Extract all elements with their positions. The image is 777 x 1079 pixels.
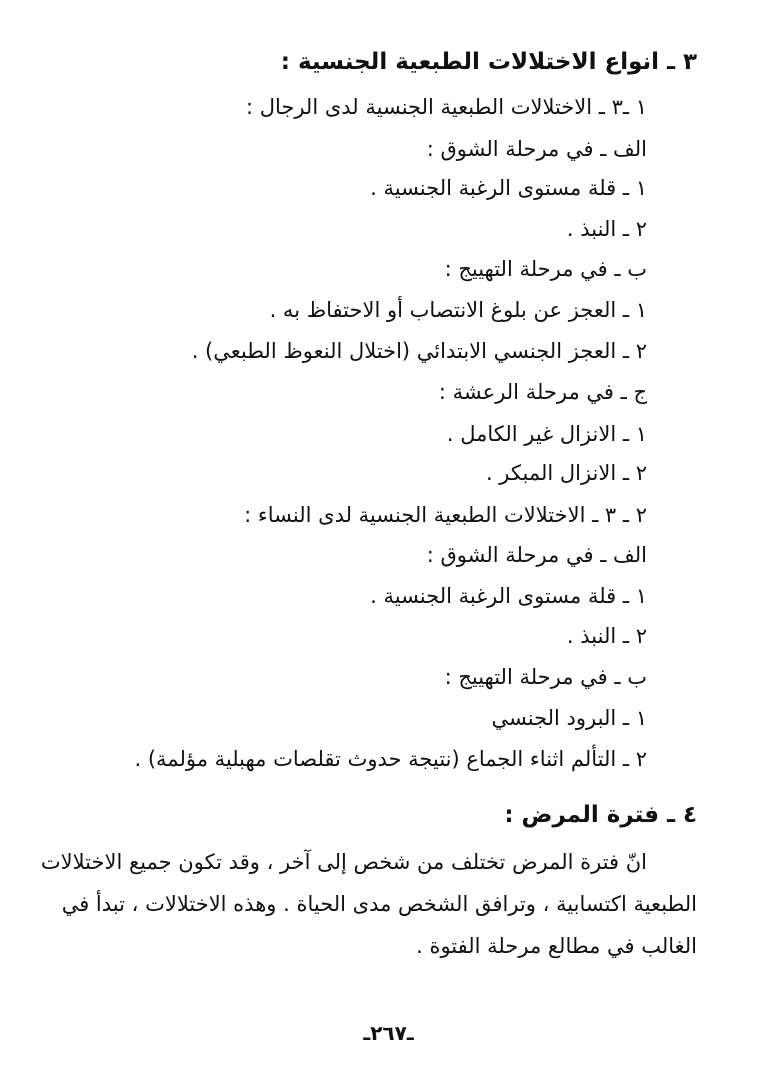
men-subsection-heading: ١ ـ٣ ـ الاختلالات الطبعية الجنسية لدى الرجال : <box>245 95 647 119</box>
page-number: ـ٢٦٧ـ <box>363 1021 414 1045</box>
section-3-heading: ٣ ـ انواع الاختلالات الطبعية الجنسية : <box>280 49 697 75</box>
women-arousal-item-1: ١ ـ البرود الجنسي <box>491 706 647 730</box>
men-orgasm-stage-heading: ج ـ في مرحلة الرعشة : <box>438 380 647 404</box>
men-desire-item-1: ١ ـ قلة مستوى الرغبة الجنسية . <box>370 176 647 200</box>
women-desire-stage-heading: الف ـ في مرحلة الشوق : <box>426 543 647 567</box>
men-orgasm-item-2: ٢ ـ الانزال المبكر . <box>485 461 647 485</box>
women-arousal-item-2: ٢ ـ التألم اثناء الجماع (نتيجة حدوث تقلصات مهبلية مؤلمة) . <box>134 747 647 771</box>
women-arousal-stage-heading: ب ـ في مرحلة التهييج : <box>444 665 647 689</box>
men-arousal-item-1: ١ ـ العجز عن بلوغ الانتصاب أو الاحتفاظ به . <box>269 298 647 322</box>
men-arousal-stage-heading: ب ـ في مرحلة التهييج : <box>444 257 647 281</box>
men-desire-item-2: ٢ ـ النبذ . <box>566 217 647 241</box>
paragraph-line-3: الغالب في مطالع مرحلة الفتوة . <box>416 934 697 958</box>
men-arousal-item-2: ٢ ـ العجز الجنسي الابتدائي (اختلال النعوظ الطبعي) . <box>191 339 647 363</box>
men-orgasm-item-1: ١ ـ الانزال غير الكامل . <box>446 422 647 446</box>
paragraph-line-1: انّ فترة المرض تختلف من شخص إلى آخر ، وقد تكون جميع الاختلالات <box>40 850 647 874</box>
paragraph-line-2: الطبعية اكتسابية ، وترافق الشخص مدى الحياة . وهذه الاختلالات ، تبدأ في <box>61 892 697 916</box>
women-desire-item-1: ١ ـ قلة مستوى الرغبة الجنسية . <box>370 584 647 608</box>
section-4-paragraph <box>40 841 697 967</box>
section-4-heading: ٤ ـ فترة المرض : <box>504 802 697 828</box>
men-desire-stage-heading: الف ـ في مرحلة الشوق : <box>426 137 647 161</box>
women-subsection-heading: ٢ ـ ٣ ـ الاختلالات الطبعية الجنسية لدى النساء : <box>244 503 647 527</box>
women-desire-item-2: ٢ ـ النبذ . <box>566 624 647 648</box>
